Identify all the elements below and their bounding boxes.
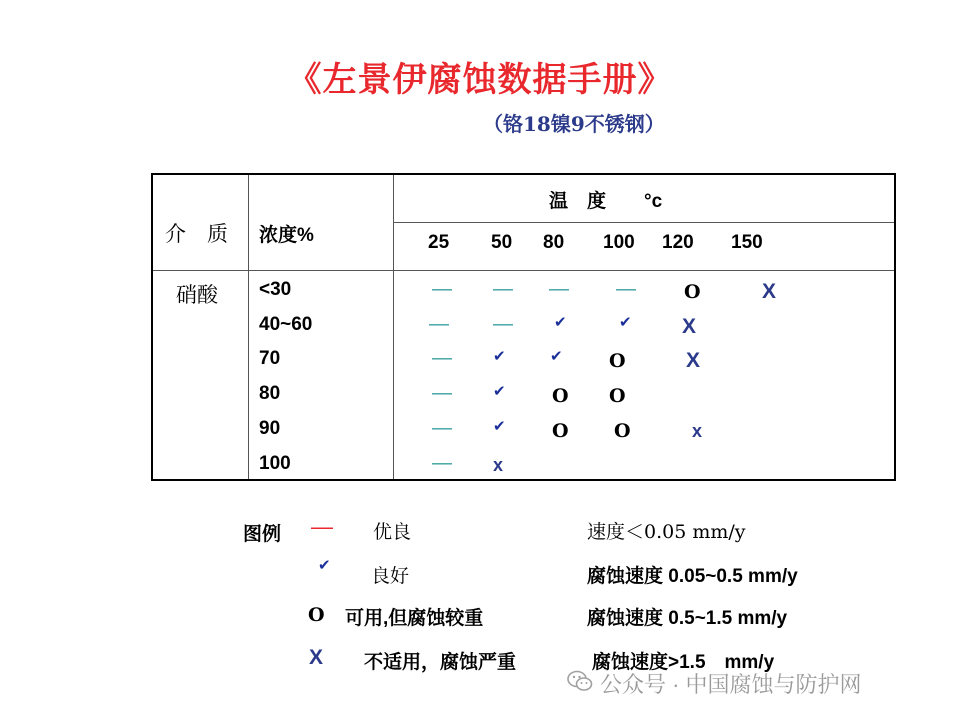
rating-usable: O xyxy=(552,420,569,442)
legend-x-icon: X xyxy=(309,646,324,669)
rating-unsuitable: x xyxy=(692,421,703,441)
legend-name-good: 良好 xyxy=(371,565,410,587)
header-temperature: 温 度 °c xyxy=(549,191,663,212)
concentration-row: 90 xyxy=(259,418,281,439)
document-subtitle: （铬18镍9不锈钢） xyxy=(483,112,665,136)
rating-excellent: — xyxy=(549,278,569,300)
concentration-row: 80 xyxy=(259,383,281,404)
concentration-row: 40~60 xyxy=(259,314,313,335)
legend-rate-excellent: 速度＜0.05 mm/y xyxy=(587,521,746,543)
rating-good: ✔ xyxy=(493,348,506,365)
rating-usable: O xyxy=(609,385,626,407)
watermark-text: 公众号 · 中国腐蚀与防护网 xyxy=(600,672,862,697)
rating-excellent: — xyxy=(432,347,452,369)
legend-circle-icon: O xyxy=(308,604,325,626)
rating-excellent: — xyxy=(432,417,452,439)
medium-nitric-acid: 硝酸 xyxy=(176,283,218,307)
rating-excellent: — xyxy=(616,278,636,300)
temperature-120: 120 xyxy=(662,232,694,253)
wechat-icon xyxy=(567,670,593,692)
concentration-row: 100 xyxy=(259,453,291,474)
temperature-25: 25 xyxy=(428,232,450,253)
rating-good: ✔ xyxy=(550,348,563,365)
corrosion-table xyxy=(151,173,896,481)
rating-good: ✔ xyxy=(619,314,632,331)
legend-rate-usable: 腐蚀速度 0.5~1.5 mm/y xyxy=(587,608,788,629)
rating-good: ✔ xyxy=(493,418,506,435)
rating-excellent: — xyxy=(429,313,449,335)
table-divider xyxy=(248,175,249,479)
legend-label: 图例 xyxy=(243,524,282,545)
rating-unsuitable: x xyxy=(493,455,504,475)
legend-name-usable: 可用,但腐蚀较重 xyxy=(345,608,484,629)
legend-name-excellent: 优良 xyxy=(373,521,412,543)
rating-usable: O xyxy=(552,385,569,407)
rating-usable: O xyxy=(614,420,631,442)
concentration-row: <30 xyxy=(259,279,292,300)
header-medium: 介 质 xyxy=(165,222,228,246)
rating-usable: O xyxy=(609,350,626,372)
temperature-150: 150 xyxy=(731,232,763,253)
legend-rate-good: 腐蚀速度 0.05~0.5 mm/y xyxy=(587,566,798,587)
rating-excellent: — xyxy=(432,452,452,474)
header-concentration: 浓度% xyxy=(259,225,314,246)
legend-dash-icon: — xyxy=(311,514,333,539)
rating-unsuitable: X xyxy=(682,315,697,338)
table-divider xyxy=(393,222,894,223)
rating-unsuitable: X xyxy=(762,280,777,303)
temperature-50: 50 xyxy=(491,232,513,253)
legend-rate-unsuitable: 腐蚀速度>1.5 mm/y xyxy=(592,652,775,673)
legend-name-unsuitable: 不适用，腐蚀严重 xyxy=(364,652,517,673)
legend-check-icon: ✔ xyxy=(318,557,331,574)
rating-unsuitable: X xyxy=(686,349,701,372)
document-title: 《左景伊腐蚀数据手册》 xyxy=(287,60,673,100)
rating-good: ✔ xyxy=(493,383,506,400)
temperature-100: 100 xyxy=(603,232,635,253)
table-divider xyxy=(393,175,394,479)
table-divider xyxy=(153,270,894,271)
rating-excellent: — xyxy=(493,278,513,300)
rating-good: ✔ xyxy=(554,314,567,331)
rating-excellent: — xyxy=(493,313,513,335)
rating-excellent: — xyxy=(432,382,452,404)
rating-excellent: — xyxy=(432,278,452,300)
rating-usable: O xyxy=(684,281,701,303)
temperature-80: 80 xyxy=(543,232,565,253)
concentration-row: 70 xyxy=(259,348,281,369)
